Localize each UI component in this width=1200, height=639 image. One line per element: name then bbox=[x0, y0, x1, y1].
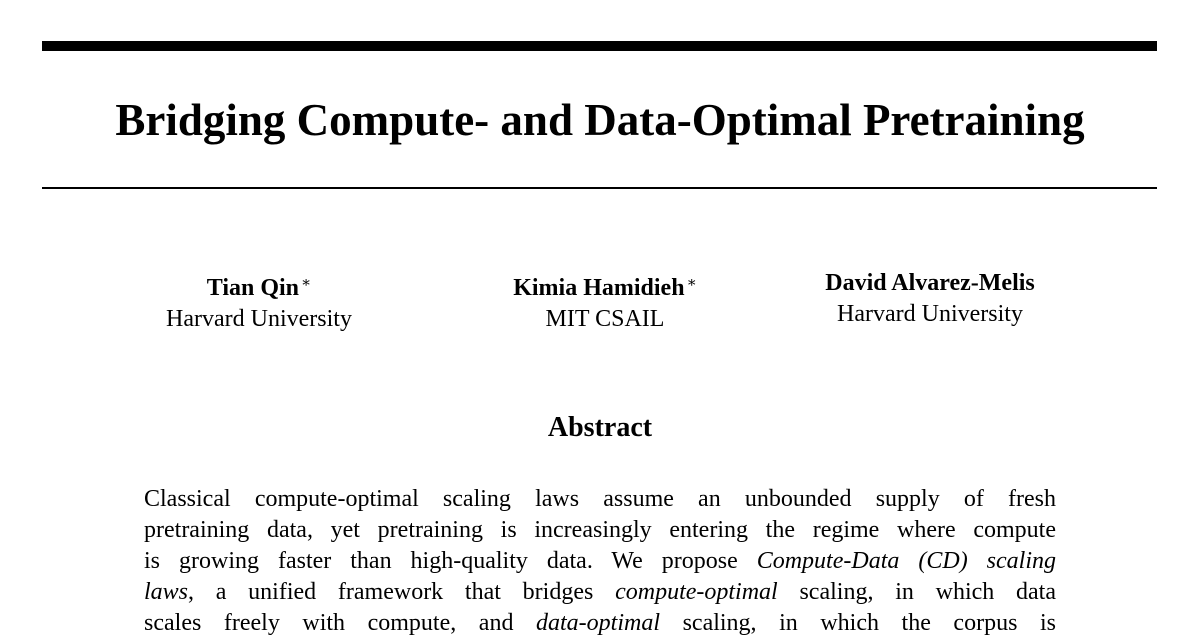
abstract-line bbox=[144, 546, 1056, 577]
author-block bbox=[104, 268, 414, 335]
abstract-body bbox=[144, 484, 1056, 639]
abstract-emphasis: laws bbox=[144, 579, 189, 605]
abstract-line bbox=[144, 577, 1056, 608]
equal-contribution-mark: ∗ bbox=[686, 275, 697, 291]
abstract-text: Classical compute-optimal scaling laws assume an unbounded supply of fresh bbox=[144, 486, 1056, 512]
author-name: Kimia Hamidieh ∗ bbox=[513, 275, 697, 301]
abstract-emphasis: compute-optimal bbox=[615, 579, 778, 605]
abstract-text: scaling, in which data bbox=[777, 579, 1056, 605]
title-bottom-rule bbox=[42, 187, 1157, 189]
author-affiliation: Harvard University bbox=[166, 306, 352, 332]
abstract-line bbox=[144, 484, 1056, 515]
abstract-line bbox=[144, 515, 1056, 546]
top-rule bbox=[42, 41, 1157, 51]
author-affiliation: Harvard University bbox=[837, 301, 1023, 327]
abstract-emphasis: Compute-Data (CD) scaling bbox=[756, 548, 1056, 574]
abstract-emphasis: data-optimal bbox=[536, 610, 661, 636]
abstract-text: , a unified framework that bridges bbox=[188, 579, 616, 605]
author-block bbox=[770, 268, 1090, 330]
abstract-text: pretraining data, yet pretraining is increasingly entering the regime where compute bbox=[144, 517, 1056, 543]
abstract-line bbox=[144, 608, 1056, 639]
abstract-text: scales freely with compute, and bbox=[144, 610, 537, 636]
author-block bbox=[430, 268, 780, 335]
author-affiliation: MIT CSAIL bbox=[545, 306, 665, 332]
paper-title: Bridging Compute- and Data-Optimal Pretraining bbox=[115, 95, 1085, 145]
author-name: David Alvarez-Melis bbox=[825, 270, 1035, 296]
author-name: Tian Qin ∗ bbox=[206, 275, 312, 301]
abstract-text: scaling, in which the corpus is bbox=[660, 610, 1056, 636]
abstract-text: is growing faster than high-quality data. We propose bbox=[144, 548, 757, 574]
equal-contribution-mark: ∗ bbox=[301, 275, 312, 291]
abstract-heading: Abstract bbox=[547, 412, 653, 443]
